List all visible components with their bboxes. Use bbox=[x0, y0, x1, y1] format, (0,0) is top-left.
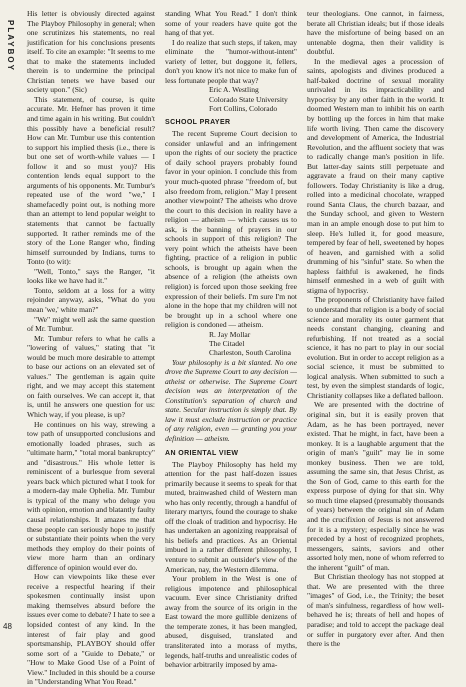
paragraph: "Well, Tonto," says the Ranger, "it looks like we have had it." bbox=[27, 266, 155, 286]
paragraph: In the medieval ages a procession of saints, apologists and divines produced a half-baked doctrine of sexual morality unrivaled in its impracticability and hypocrisy by any other faith in the world. It doomed Western man to inhibit his on earth by bottling up the forces in him that make life worth living. Then came the discovery and development of America, the Industrial Revolution, and the affluent society that was to radically change man's position in life. But latter-day saints still perpetuate and aggravate a fraud on their many captive followers. Today Christianity is like a drug, rolled into a medicinal chocolate, wrapped round Santa Claus, the church bazaar, and the Sunday school, and given to Western man in an ample enough dose to put him to sleep. He's lulled it, for good measure, tempered by fear of hell, sweetened by hopes of heaven, and garnished with a solid drumming of his "sinful" state. So when the hapless faithful is awakened, he finds himself enmeshed in a web of guilt with stigma of hypocrisy. bbox=[307, 56, 444, 295]
page-number: 48 bbox=[3, 622, 12, 631]
paragraph: Mr. Tumbur refers to what he calls a "lowering of values," stating that "it would be much more desirable to attempt to base our actions on an elevated set of values." The gentleman is again quite right, and we may accept this statement on faith ourselves. We can accept it, that is, until he answers one question for us: Which way, if you please, is up? bbox=[27, 333, 155, 419]
paragraph: The proponents of Christianity have failed to understand that religion is a body of social science and morality its outer garment that needs constant changing, cleaning and refurbishing. If not treated as a social science, it has no part to play in our social evolution. But in order to accept religion as a social science, it must be submitted to logical analysis. When submitted to such a test, by even the simplest standards of logic, Christianity collapses like a deflated balloon. bbox=[307, 295, 444, 400]
signature-school: Colorado State University bbox=[209, 94, 288, 104]
paragraph: This statement, of course, is quite accurate. Mr. Hefner has proven it time and time again in his writing. But couldn't this possibly have a beneficial result? How can Mr. Tumbur use this contention to support his implied thesis (i.e., there is but one set of worth-while values — I follow it and so must you)? His contention lends equal support to the arguments of his opponents. Mr. Tumbur's repeated use of the word "we," I shamefacedly point out, is nothing more than an attempt to lend popular weight to statements that cannot be factually supported. It rather reminds me of the story of the Lone Ranger who, finding himself surrounded by Indians, turns to Tonto (to wit): bbox=[27, 94, 155, 267]
paragraph: I do realize that such steps, if taken, may eliminate the "humor-without-intent" variety of letter, but doggone it, fellers, don't you know it's not nice to make fun of less fortunate people that way? bbox=[165, 37, 297, 85]
paragraph: standing What You Read." I don't think some of your readers have quite got the hang of that yet. bbox=[165, 9, 297, 38]
paragraph: He continues on his way, strewing a tow path of unsupported conclusions and emotionally loaded phrases, such as "ultimate harm," "total moral bankruptcy" and "disastrous." His whole letter is reminiscent of a burlesque from several years back which pictured what I took for a modern-day male Ophelia. Mr. Tumbur is typical of the many who deluge you with opinion, emotion and blatantly faulty causal relationships. It amazes me that these people can seriously hope to justify or substantiate their points when the very methods they employ do their points of view more harm than an ordinary difference of opinion would ever do. bbox=[27, 419, 155, 572]
editor-note: Your philosophy is a bit slanted. No one drove the Supreme Court to any decision — atheist or otherwise. The Supreme Court decision was an interpretation of the Constitution's separation of church and state. Secular instruction is simply that. By law it must exclude instruction or practice of any religion, even — granting you your definition — atheism. bbox=[165, 357, 297, 444]
column-1 bbox=[27, 9, 155, 687]
paragraph: Tonto, seldom at a loss for a witty rejoinder anyway, asks, "What do you mean 'we,' white man?" bbox=[27, 285, 155, 314]
paragraph: The recent Supreme Court decision to consider unlawful and an infringement upon the rights of our society the practice of daily school prayers probably found favor in your opinion. I conclude this from your much-quoted phrase "freedom of, but also freedom from, religion." May I present another viewpoint? The atheists who drove the court to this decision in reality have a religion — atheism — which causes us to ask, is the banning of prayers in our schools in support of this religion? The very point which the atheists have been fighting, practice of a religion in public schools, is brought up again when the absence of a religion (the atheists own religion) is forced upon those seeking free expression of their beliefs. I'm sure I'm not alone in the hope that my children will not be brought up in a school where one religion is condoned — atheism. bbox=[165, 129, 297, 330]
section-heading-school-prayer: SCHOOL PRAYER bbox=[165, 119, 231, 127]
paragraph: teur theologians. One cannot, in fairness, berate all Christian ideals; but if those ideals have the misfortune of being based on an untenable dogma, then their validity is doubtful. bbox=[307, 9, 444, 57]
signature-name: R. Jay Mollar bbox=[209, 329, 251, 339]
signature-place: Charleston, South Carolina bbox=[209, 348, 291, 358]
paragraph: "We" might well ask the same question of Mr. Tumbur. bbox=[27, 314, 155, 334]
paragraph: His letter is obviously directed against The Playboy Philosophy in general; when one scrutinizes his statements, no real justification for his conclusions presents itself. To cite an example: "It seems to me that to make the statements included therein is to undermine the principal Christian tenets we have based our society upon." (Sic) bbox=[27, 9, 155, 95]
section-heading-oriental-view: AN ORIENTAL VIEW bbox=[165, 449, 239, 457]
paragraph: But Christian theology has not stopped at that. We are presented with the three "images" of God, i.e., the Trinity; the beset of man's sinfulness, regardless of how well-behaved he is; threats of hell and hopes of paradise; and told to accept the package deal or suffer in purgatory ever after. And then there is the bbox=[307, 572, 444, 649]
column-3 bbox=[307, 9, 444, 649]
signature-school: The Citadel bbox=[209, 339, 245, 349]
paragraph: The Playboy Philosophy has held my attention for the past half-dozen issues primarily because it seems to speak for that muted, brainwashed child of Western man who has only recently, through a handful of literary martyrs, found the courage to shake off the cloak of tradition and hypocrisy. He has undertaken an agonizing reappraisal of his beliefs and practices. As an Oriental imbued in a rather different philosophy, I venture to submit an outsider's view of the American, nay, the Western dilemma. bbox=[165, 459, 297, 574]
signature-place: Fort Collins, Colorado bbox=[209, 103, 278, 113]
signature-name: Eric A. Westling bbox=[209, 85, 259, 95]
magazine-title: PLAYBOY bbox=[6, 20, 15, 72]
paragraph: How can viewpoints like these ever receive a respectful hearing if their spokesmen continually insist upon making themselves absurd before the issues ever come to debate? I hate to see a lopsided contest of any kind. In the interest of fair play and good sportsmanship, PLAYBOY should offer some sort of a "Guide to Debate," or "How to Make Good Use of a Point of View." Included in this should be a course in "Understanding What You Read." bbox=[27, 572, 155, 687]
column-2 bbox=[165, 9, 297, 670]
paragraph: Your problem in the West is one of religious impotence and philosophical vacuum. Ever since Christianity drifted away from the source of its origin in the East toward the more gullible denizens of the temperate zones, it has been mangled, abused, disguised, translated and transliterated into a morass of myths, legends, half-truths and unrealistic codes of behavior arbitrarily imposed by ama- bbox=[165, 574, 297, 670]
paragraph: We are presented with the doctrine of original sin, but it is easily proven that Adam, as he has been portrayed, never existed. That he might, in fact, have been a monkey. It is a laughable argument that the origin of man's "guilt" may lie in some monkey business. Then we are told, assuming the same sin, that Jesus Christ, as the Son of God, came to this earth for the express purpose of dying for that sin. Why so much time elapsed (presumably thousands of years) between the original sin of Adam and the crucifixion of Jesus is not answered for it is a mystery; especially since he was preceded by a host of recognized prophets, messengers, saints, saviors and other assorted holy men, none of whom referred to the inherent "guilt" of man. bbox=[307, 400, 444, 572]
